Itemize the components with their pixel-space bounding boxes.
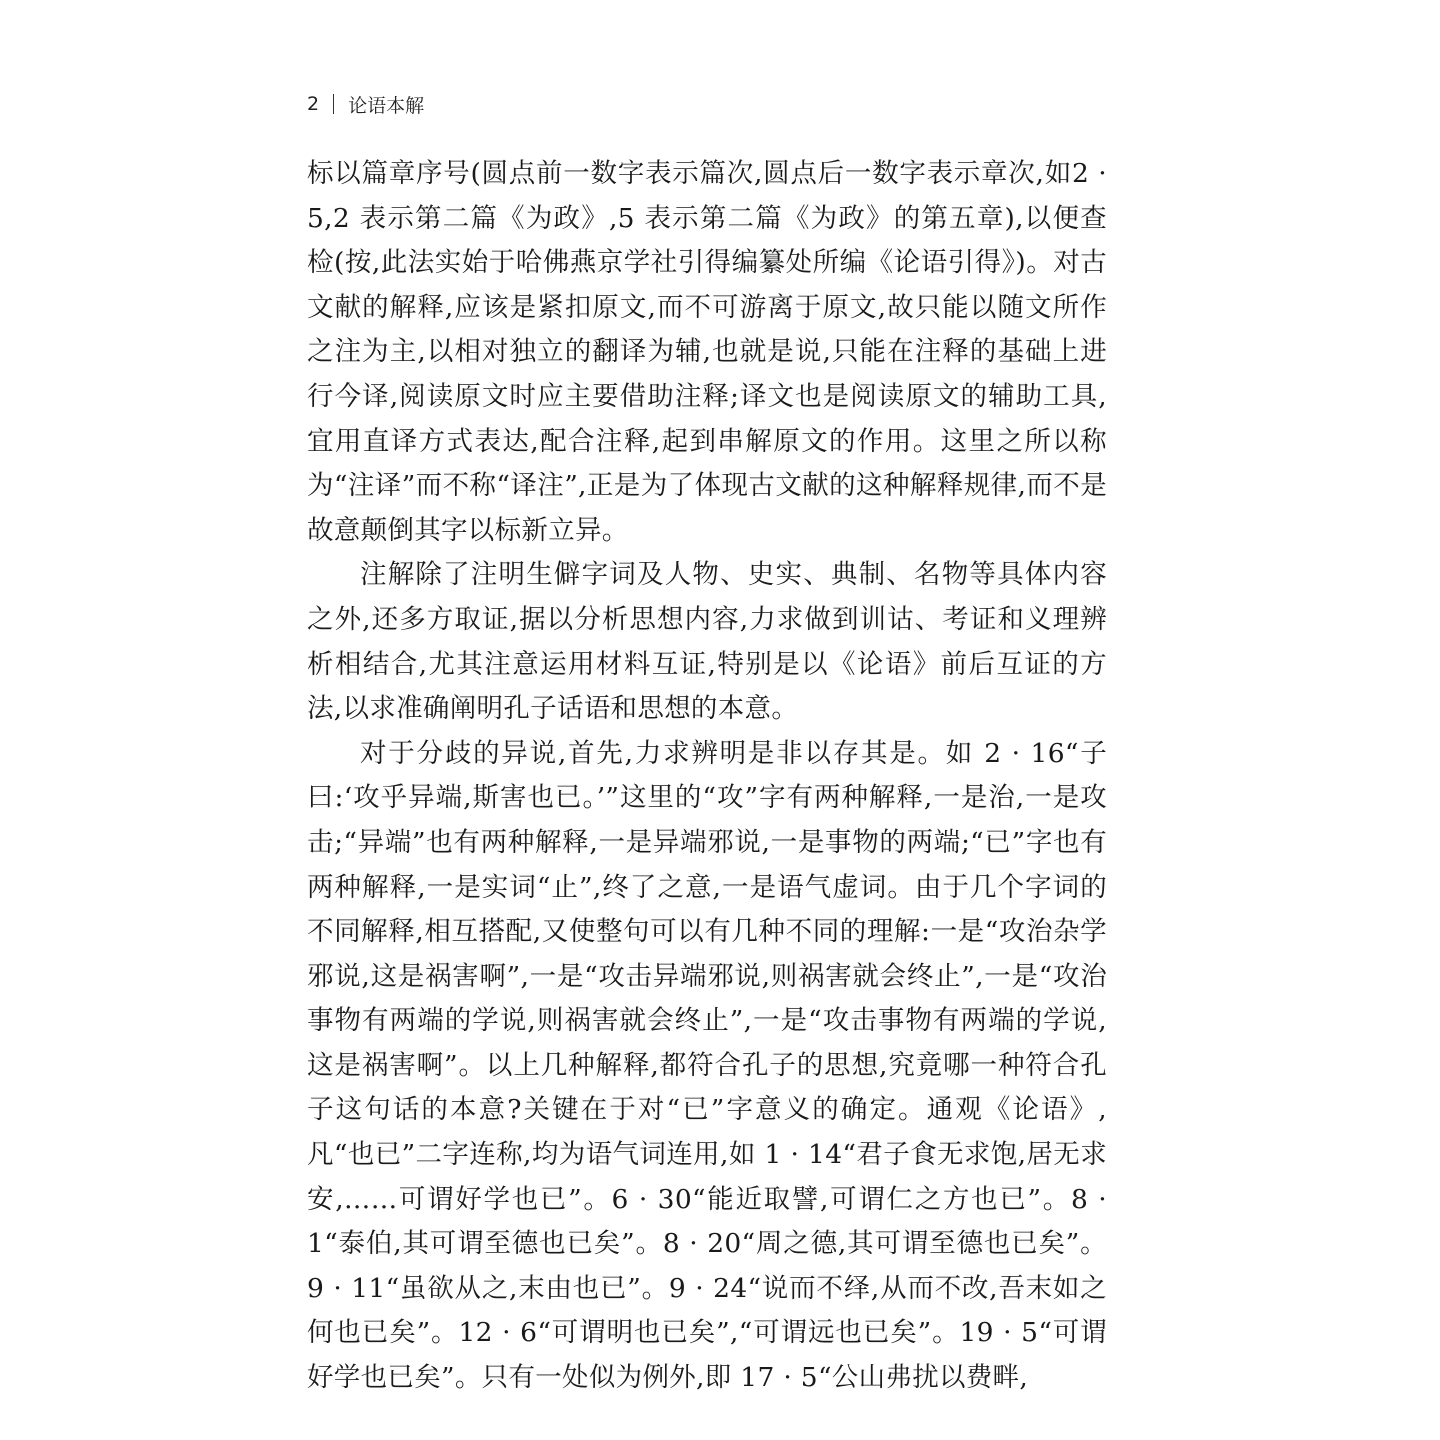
book-page (307, 84, 1107, 1401)
paragraph-continued: 标以篇章序号(圆点前一数字表示篇次,圆点后一数字表示章次,如2 · 5,2 表示第二篇《为政》,5 表示第二篇《为政》的第五章),以便查检(按,此法实始于哈佛燕京学社引得编纂处所编《论语引得》)。对古文献的解释,应该是紧扣原文,而不可游离于原文,故只能以随文所作之注为主,以相对独立的翻译为辅,也就是说,只能在注释的基础上进行今译,阅读原文时应主要借助注释;译文也是阅读原文的辅助工具,宜用直译方式表达,配合注释,起到串解原文的作用。这里之所以称为“注译”而不称“译注”,正是为了体现古文献的这种解释规律,而不是故意颠倒其字以标新立异。 (307, 158, 1107, 546)
header-divider (333, 94, 334, 114)
page-number: 2 (307, 93, 320, 115)
book-title: 论语本解 (348, 94, 425, 117)
body-text (307, 152, 1107, 1401)
running-head (307, 84, 1107, 124)
paragraph-divergent-views: 对于分歧的异说,首先,力求辨明是非以存其是。如 2 · 16“子曰:‘攻乎异端,斯害也已。’”这里的“攻”字有两种解释,一是治,一是攻击;“异端”也有两种解释,一是异端邪说,一是事物的两端;“已”字也有两种解释,一是实词“止”,终了之意,一是语气虚词。由于几个字词的不同解释,相互搭配,又使整句可以有几种不同的理解:一是“攻治杂学邪说,这是祸害啊”,一是“攻击异端邪说,则祸害就会终止”,一是“攻治事物有两端的学说,则祸害就会终止”,一是“攻击事物有两端的学说,这是祸害啊”。以上几种解释,都符合孔子的思想,究竟哪一种符合孔子这句话的本意?关键在于对“已”字意义的确定。通观《论语》,凡“也已”二字连称,均为语气词连用,如 1 · 14“君子食无求饱,居无求安,……可谓好学也已”。6 · 30“能近取譬,可谓仁之方也已”。8 · 1“泰伯,其可谓至德也已矣”。8 · 20“周之德,其可谓至德也已矣”。9 · 11“虽欲从之,末由也已”。9 · 24“说而不绎,从而不改,吾末如之何也已矣”。12 · 6“可谓明也已矣”,“可谓远也已矣”。19 · 5“可谓好学也已矣”。只有一处似为例外,即 17 · 5“公山弗扰以费畔, (307, 737, 1107, 1394)
paragraph-annotation: 注解除了注明生僻字词及人物、史实、典制、名物等具体内容之外,还多方取证,据以分析思想内容,力求做到训诂、考证和义理辨析相结合,尤其注意运用材料互证,特别是以《论语》前后互证的方法,以求准确阐明孔子话语和思想的本意。 (307, 559, 1107, 725)
